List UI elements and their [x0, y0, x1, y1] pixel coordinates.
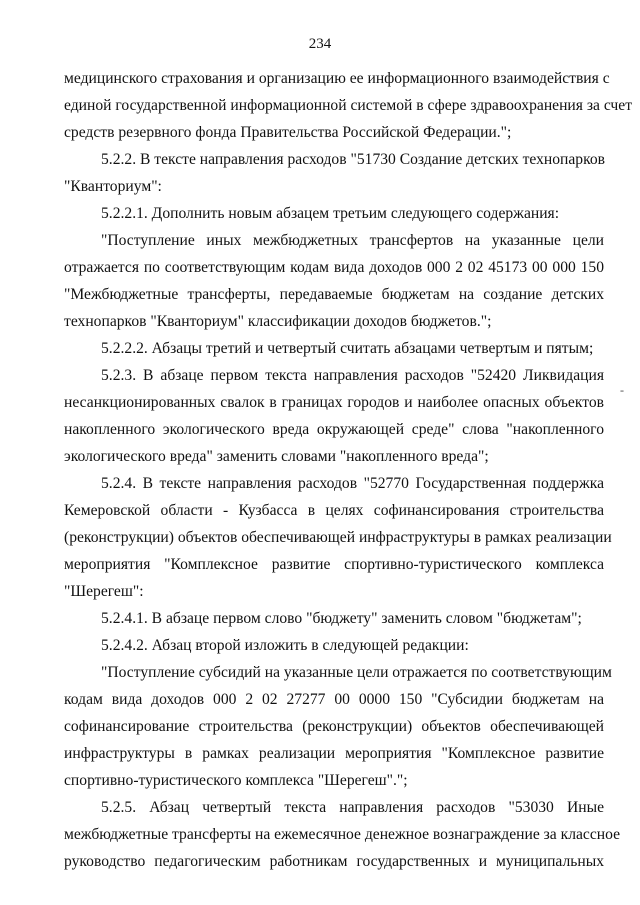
text-line: кодам вида доходов 000 2 02 27277 00 0000 150 "Субсидии бюджетам на [64, 691, 604, 708]
paragraph-heading-line: 5.2.4.1. В абзаце первом слово "бюджету" заменить словом "бюджетам"; [101, 610, 582, 627]
text-line: несанкционированных свалок в границах городов и наиболее опасных объектов [64, 394, 604, 411]
text-line: "Кванториум": [64, 178, 162, 195]
text-line: единой государственной информационной системой в сфере здравоохранения за счет [64, 97, 633, 114]
text-line: "Шерегеш": [64, 583, 144, 600]
text-line: софинансирование строительства (реконструкции) объектов обеспечивающей [64, 718, 604, 735]
text-line: средств резервного фонда Правительства Российской Федерации."; [64, 124, 512, 141]
text-line: мероприятия "Комплексное развитие спортивно-туристического комплекса [64, 556, 604, 573]
text-line: Кемеровской области - Кузбасса в целях софинансирования строительства [64, 502, 604, 519]
text-line: "Межбюджетные трансферты, передаваемые бюджетам на создание детских [64, 286, 604, 303]
paragraph-heading-line: 5.2.2.1. Дополнить новым абзацем третьим следующего содержания: [101, 205, 560, 222]
text-line: (реконструкции) объектов обеспечивающей инфраструктуры в рамках реализации [64, 529, 612, 546]
text-line: руководство педагогическим работникам государственных и муниципальных [64, 853, 604, 870]
paragraph-heading-line: 5.2.5. Абзац четвертый текста направления расходов "53030 Иные [101, 799, 604, 816]
text-line: накопленного экологического вреда окружающей среде" слова "накопленного [64, 421, 604, 438]
paragraph-heading-line: 5.2.3. В абзаце первом текста направления расходов "52420 Ликвидация [101, 367, 604, 384]
paragraph-heading-line: 5.2.4. В тексте направления расходов "52770 Государственная поддержка [101, 475, 604, 492]
text-line: отражается по соответствующим кодам вида доходов 000 2 02 45173 00 000 150 [64, 259, 604, 276]
text-line: технопарков "Кванториум" классификации доходов бюджетов."; [64, 313, 492, 330]
text-line: межбюджетные трансферты на ежемесячное денежное вознаграждение за классное [64, 826, 620, 843]
quoted-text-line: "Поступление иных межбюджетных трансфертов на указанные цели [101, 232, 604, 249]
paragraph-heading-line: 5.2.2. В тексте направления расходов "51730 Создание детских технопарков [101, 151, 606, 168]
paragraph-heading-line: 5.2.4.2. Абзац второй изложить в следующей редакции: [101, 637, 469, 654]
quoted-text-line: "Поступление субсидий на указанные цели отражается по соответствующим [101, 664, 612, 681]
text-line: инфраструктуры в рамках реализации мероприятия "Комплексное развитие [64, 745, 604, 762]
margin-mark: ‑ [620, 383, 624, 397]
text-line: медицинского страхования и организацию ее информационного взаимодействия с [64, 70, 610, 87]
paragraph-heading-line: 5.2.2.2. Абзацы третий и четвертый считать абзацами четвертым и пятым; [101, 340, 594, 357]
text-line: экологического вреда" заменить словами "накопленного вреда"; [64, 448, 489, 465]
text-line: спортивно-туристического комплекса "Шерегеш"."; [64, 772, 408, 789]
page-number: 234 [308, 36, 332, 52]
